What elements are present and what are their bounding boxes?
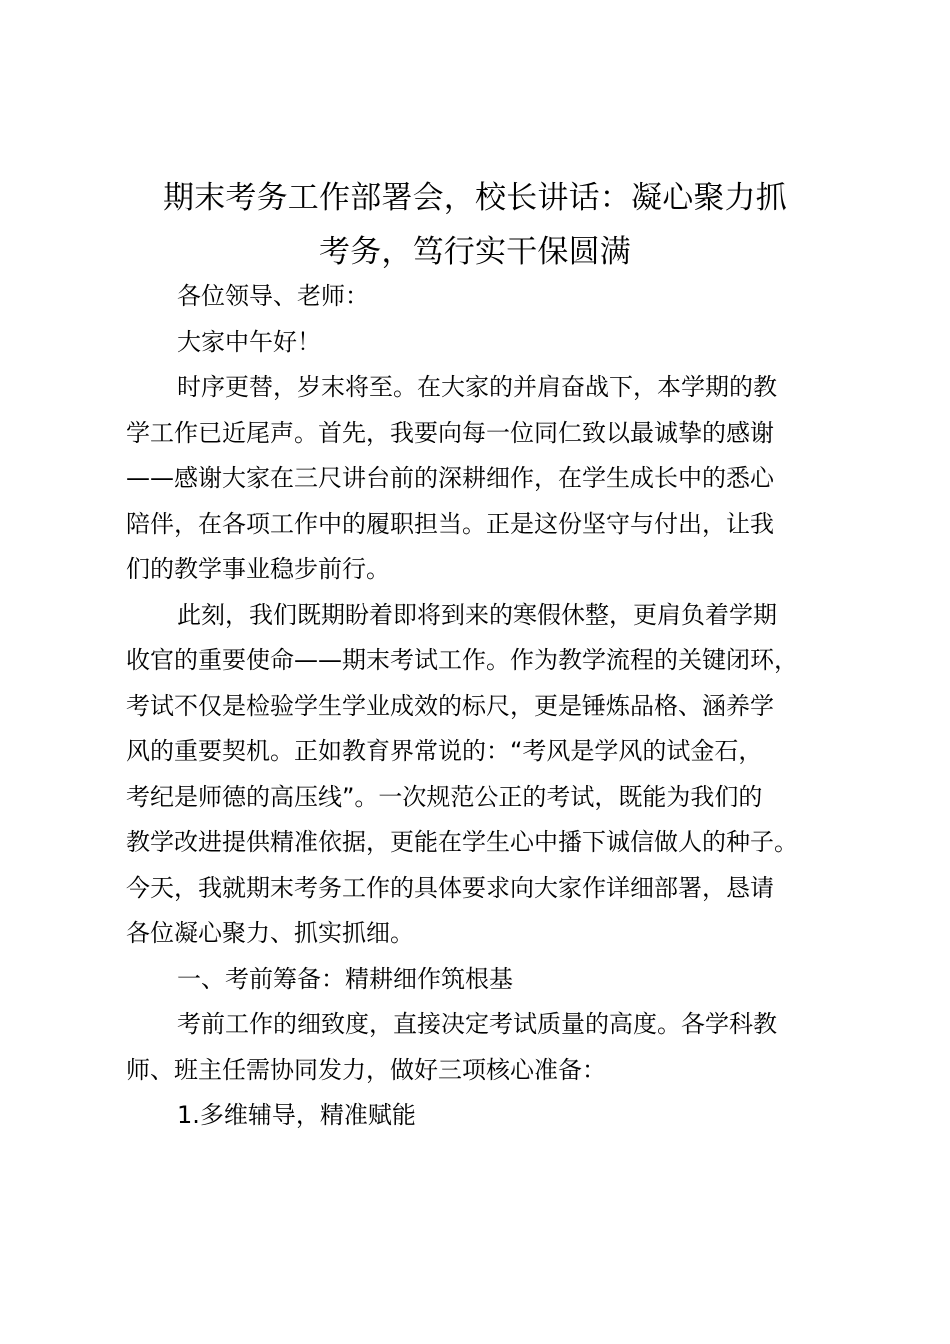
paragraph-2 (126, 593, 831, 957)
paragraph-2-line: 今天，我就期末考务工作的具体要求向大家作详细部署，恳请 (126, 873, 774, 902)
paragraph-1 (126, 365, 831, 593)
title-line-1: 期末考务工作部署会，校长讲话：凝心聚力抓 (163, 180, 787, 216)
paragraph-2-line: 教学改进提供精准依据，更能在学生心中播下诚信做人的种子。 (126, 828, 798, 856)
section-1-heading: 一、考前筹备：精耕细作筑根基 (177, 964, 513, 993)
greeting: 大家中午好！ (177, 327, 321, 356)
paragraph-2-line: 风的重要契机。正如教育界常说的：“考风是学风的试金石， (126, 737, 763, 765)
item-1-heading: 1.多维辅导，精准赋能 (177, 1101, 416, 1129)
paragraph-2-line: 此刻，我们既期盼着即将到来的寒假休整，更肩负着学期 (177, 600, 777, 629)
paragraph-2-line: 考纪是师德的高压线”。一次规范公正的考试，既能为我们的 (126, 782, 763, 811)
paragraph-3-line: 师、班主任需协同发力，做好三项核心准备： (126, 1055, 606, 1084)
paragraph-1-line: 学工作已近尾声。首先，我要向每一位同仁致以最诚挚的感谢 (126, 418, 774, 447)
document-title (110, 171, 840, 279)
paragraph-2-line: 收官的重要使命——期末考试工作。作为教学流程的关键闭环， (126, 646, 798, 674)
paragraph-2-line: 各位凝心聚力、抓实抓细。 (126, 919, 414, 947)
paragraph-1-line: 陪伴，在各项工作中的履职担当。正是这份坚守与付出，让我 (126, 509, 774, 538)
paragraph-3-line: 考前工作的细致度，直接决定考试质量的高度。各学科教 (177, 1010, 777, 1038)
title-line-2: 考务，笃行实干保圆满 (319, 234, 631, 270)
paragraph-1-line: 们的教学事业稳步前行。 (126, 555, 390, 583)
paragraph-2-line: 考试不仅是检验学生学业成效的标尺，更是锤炼品格、涵养学 (126, 691, 774, 720)
paragraph-1-line: 时序更替，岁末将至。在大家的并肩奋战下，本学期的教 (177, 373, 777, 401)
paragraph-3 (126, 1002, 831, 1093)
paragraph-1-line: ——感谢大家在三尺讲台前的深耕细作，在学生成长中的悉心 (126, 464, 774, 492)
salutation: 各位领导、老师： (177, 282, 369, 310)
document-body (126, 274, 831, 1139)
